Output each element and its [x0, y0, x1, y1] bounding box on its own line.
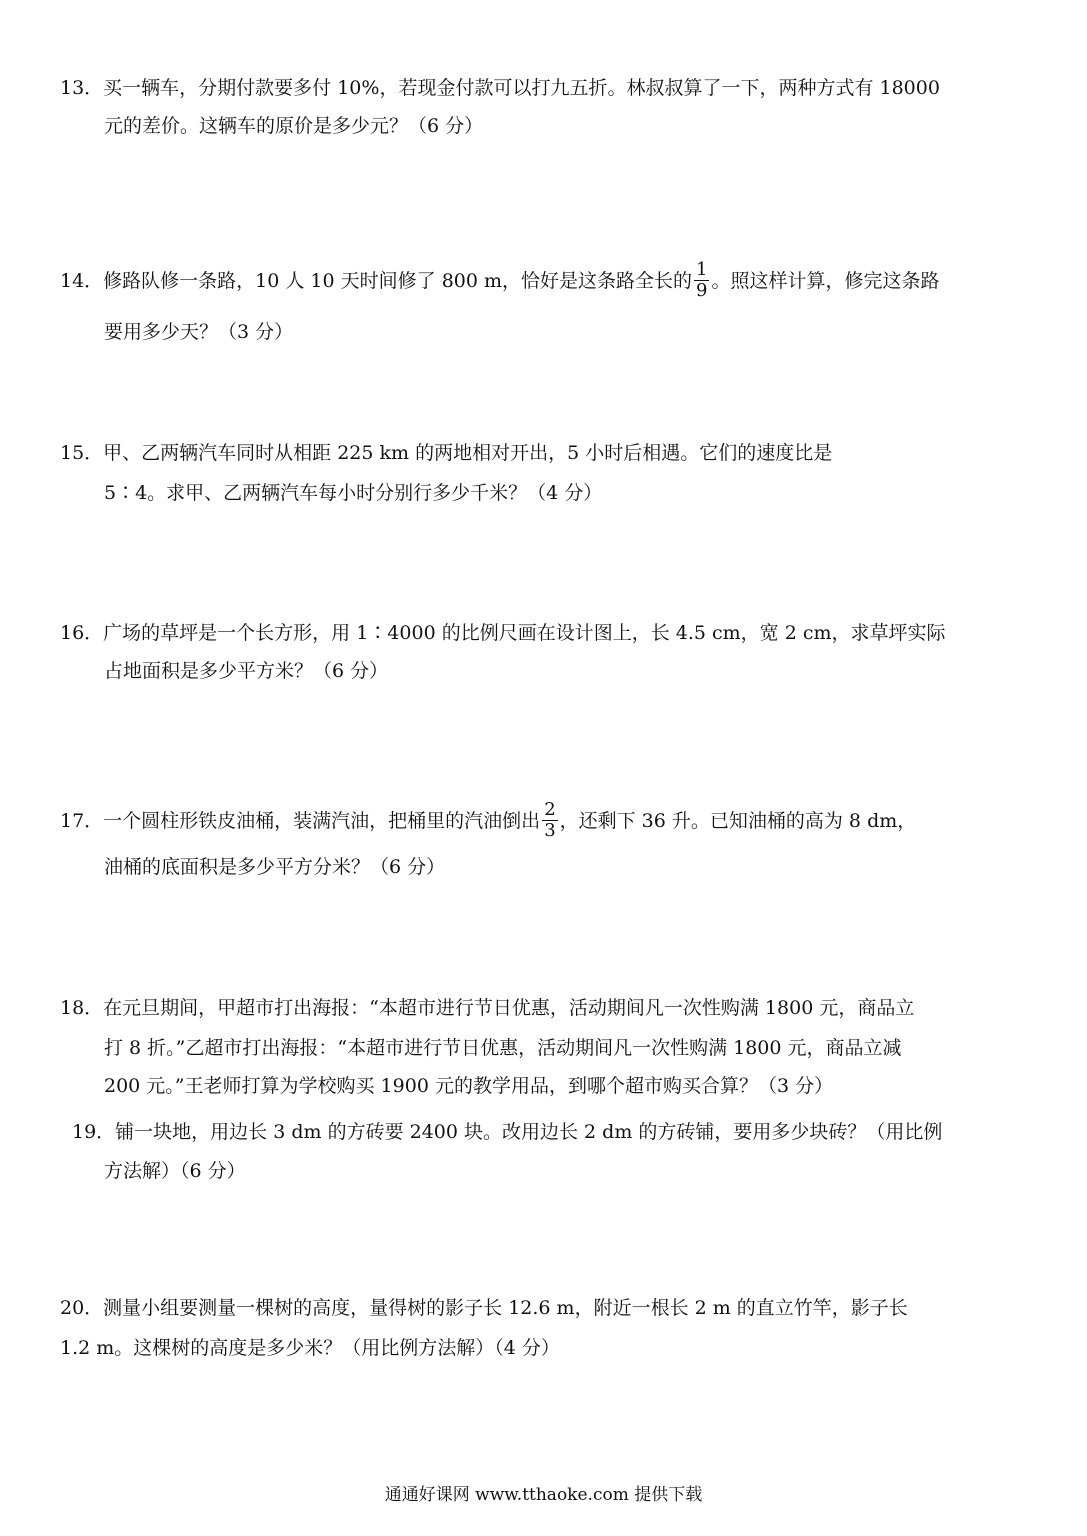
question-13-line-2: 元的差价。这辆车的原价是多少元？（6 分） [104, 115, 484, 137]
fraction-denominator: 3 [544, 820, 556, 841]
question-17-line-2: 油桶的底面积是多少平方分米？（6 分） [104, 856, 446, 878]
question-17-text-before-fraction: 17．一个圆柱形铁皮油桶，装满汽油，把桶里的汽油倒出 [60, 809, 541, 832]
fraction-numerator: 1 [696, 259, 708, 280]
question-20-line-1: 20．测量小组要测量一棵树的高度，量得树的影子长 12.6 m，附近一根长 2 m 的直立竹竿，影子长 [60, 1297, 908, 1319]
question-17-line-1 [60, 800, 916, 841]
question-19-line-2: 方法解）（6 分） [104, 1160, 246, 1182]
question-18-line-1: 18．在元旦期间，甲超市打出海报：“本超市进行节日优惠，活动期间凡一次性购满 1800 元，商品立 [60, 997, 915, 1019]
question-18-line-3: 200 元。”王老师打算为学校购买 1900 元的教学用品，到哪个超市购买合算？（3 分） [104, 1075, 834, 1097]
question-20-line-2: 1.2 m。这棵树的高度是多少米？（用比例方法解）（4 分） [60, 1337, 560, 1359]
fraction-numerator: 2 [544, 799, 556, 820]
question-15-line-2: 5∶4。求甲、乙两辆汽车每小时分别行多少千米？（4 分） [104, 482, 603, 504]
question-19-line-1: 19．铺一块地，用边长 3 dm 的方砖要 2400 块。改用边长 2 dm 的方砖铺，要用多少块砖？（用比例 [72, 1121, 943, 1143]
question-18-line-2: 打 8 折。”乙超市打出海报：“本超市进行节日优惠，活动期间凡一次性购满 1800 元，商品立减 [104, 1037, 902, 1059]
fraction-two-thirds [542, 800, 557, 841]
page-footer: 通通好课网 www.tthaoke.com 提供下载 [384, 1485, 703, 1505]
question-14-text-before-fraction: 14．修路队修一条路，10 人 10 天时间修了 800 m，恰好是这条路全长的 [60, 269, 693, 292]
question-17-text-after-fraction: ，还剩下 36 升。已知油桶的高为 8 dm， [559, 809, 917, 832]
question-14-line-1 [60, 260, 939, 301]
question-13-line-1: 13．买一辆车，分期付款要多付 10%，若现金付款可以打九五折。林叔叔算了一下，两种方式有 18000 [60, 77, 940, 99]
question-15-line-1: 15．甲、乙两辆汽车同时从相距 225 km 的两地相对开出，5 小时后相遇。它们的速度比是 [60, 442, 833, 464]
question-14-line-2: 要用多少天？（3 分） [104, 321, 294, 343]
question-16-line-2: 占地面积是多少平方米？（6 分） [104, 660, 389, 682]
question-16-line-1: 16．广场的草坪是一个长方形，用 1∶4000 的比例尺画在设计图上，长 4.5 cm，宽 2 cm，求草坪实际 [60, 622, 946, 644]
fraction-one-ninth [694, 260, 709, 301]
question-14-text-after-fraction: 。照这样计算，修完这条路 [711, 269, 940, 292]
fraction-denominator: 9 [696, 280, 708, 301]
